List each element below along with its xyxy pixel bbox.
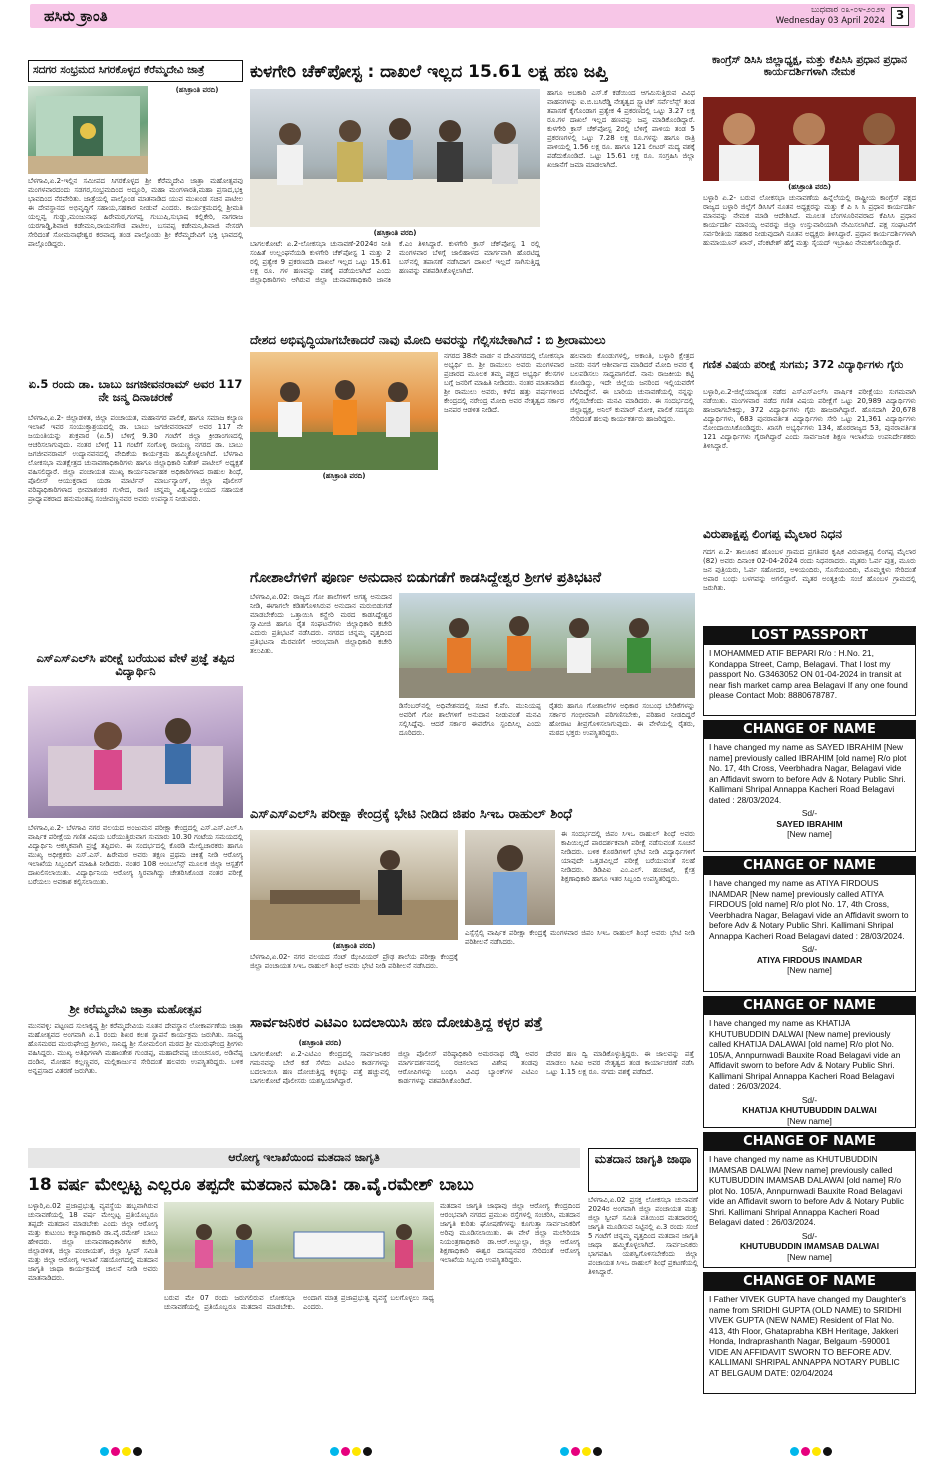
congress-headline: ಕಾಂಗ್ರೆಸ್ ಡಿಸಿಸಿ ಜಿಲ್ಲಾಧ್ಯಕ್ಷ, ಮತ್ತು ಕೆಪಿಸಿಸಿ ಪ್ರಧಾನ ಪ್ರಧಾನ ಕಾರ್ಯದರ್ಶಿಗಳಾಗಿ ನೇಮಕ	[712, 54, 907, 78]
classified-body: I have changed my name as SAYED IBRAHIM [New name] previously called IBRAHIM [old name] R/o plot No. 17, 4th Cross, Veerbhadra Nagar, Belagavi vide an Affidavit sworn to before Adv & Notary Public Shri. Kallimani Shripal Annappa Kacheri Road Belagavi dated : 28/03/2024.	[709, 742, 907, 805]
maths-headline: ಗಣಿತ ವಿಷಯ ಪರೀಕ್ಷೆ ಸುಗಮ; 372 ವಿದ್ಯಾರ್ಥಿಗಳು ಗೈರು	[703, 359, 904, 371]
registration-marks-4	[790, 1441, 834, 1460]
reg-dot	[571, 1447, 580, 1456]
rahul-headline: ಎಸ್‌ಎಸ್‌ಎಲ್‌ಸಿ ಪರೀಕ್ಷಾ ಕೇಂದ್ರಕ್ಕೆ ಭೇಟಿ ನೀಡಿದ ಜಿಪಂ ಸಿಇಒ ರಾಹುಲ್ ಶಿಂಧೆ	[250, 807, 573, 822]
sadarga-headline-box	[28, 60, 243, 82]
kulgeri-article	[250, 55, 695, 327]
rahul-caption: (ಹಸಿಕ್ರಾಂತಿ ವರದಿ)	[332, 942, 376, 950]
reg-dot	[823, 1447, 832, 1456]
classified-ad	[703, 626, 916, 716]
modi-body-a: ನಗರದ 38ನೇ ವಾರ್ಡ ನ ದೇವಿನಗರದಲ್ಲಿ ಲೋಕಸಭಾ ಅಭ್ಯರ್ಥಿ ಬಿ. ಶ್ರೀ ರಾಮುಲು ಅವರು ಮಂಗಳವಾರ ಪ್ರಚಾರದ ಮೂಲಕ ತಮ್ಮ ಪಕ್ಷದ ಅಭ್ಯರ್ಥಿ ಕೆಲಸಗಳ ಬಗ್ಗೆ ಜನರಿಗೆ ಮಾಹಿತಿ ನೀಡಿದರು. ನಂತರ ಮಾತನಾಡಿದ ಶ್ರೀ ರಾಮುಲು ಅವರು, ಕಳೆದ ಹತ್ತು ವರ್ಷಗಳಿಂದ ಕೇಂದ್ರದಲ್ಲಿ ನರೇಂದ್ರ ಮೋದಿ ಅವರ ನೇತೃತ್ವದ ಸರ್ಕಾರ ಜನಪರ ಆಡಳಿತ ನೀಡಿದೆ.	[444, 352, 564, 414]
student-photo	[28, 686, 243, 818]
page-number: 3	[891, 7, 909, 26]
sign-note: [New name]	[787, 1115, 832, 1126]
classified-sign	[704, 944, 915, 979]
classified-body: I Father VIVEK GUPTA have changed my Daughter's name from SRIDHI GUPTA (OLD NAME) to SRIDHI VIVEK GUPTA (NEW NAME) Resident of Flat No. 413, 4th Floor, Ghataprabha KBH Heritage, Jakkeri Honda, Indraprashanth Nagar, Belgaum -590001 VIDE AN AFFIDAVIT SWORN TO BEFORE ADV. KALLIMANI SHRIPAL ANNAPPA NOTARY PUBLIC AT BELGAUM DATE: 02/04/2024	[709, 1294, 906, 1378]
classified-ad	[703, 1132, 916, 1268]
classified-heading: CHANGE OF NAME	[704, 997, 915, 1015]
reg-dot	[582, 1447, 591, 1456]
rally-photo-graphic	[250, 352, 438, 470]
official-photo	[465, 830, 555, 925]
classified-heading: CHANGE OF NAME	[704, 857, 915, 875]
health-band: ಆರೋಗ್ಯ ಇಲಾಖೆಯಿಂದ ಮತದಾನ ಜಾಗೃತಿ	[28, 1148, 580, 1168]
reg-dot	[363, 1447, 372, 1456]
reg-dot	[133, 1447, 142, 1456]
kulgeri-body-right: ಹಾಗೂ ಅಬಕಾರಿ ಎಸ್.ಕೆ ಕಡೆಯಿಂದ ಆಗಮಿಸುತ್ತಿರುವ ವಿವಿಧ ವಾಹನಗಳನ್ನು ಐ.ಬಿ.ಬಸಿರೆಡ್ಡಿ ನೇತೃತ್ವದ ಸ್ಟ್ಯಾಟಿಕ್ ಸರ್ವೆಲೆನ್ಸ್ ತಂಡ ತಪಾಸಣೆ ಕೈಗೊಂಡಾಗ ಪ್ರತ್ಯೇಕ 4 ಪ್ರಕರಣದಲ್ಲಿ ಒಟ್ಟು 3.27 ಲಕ್ಷ ರೂ.ಗಳ ದಾಖಲೆ ಇಲ್ಲದ ಹಣವನ್ನು ಜಪ್ತ ಮಾಡಿಕೊಂಡಿದ್ದಾರೆ. ಕುಳಗೇರಿ ಕ್ರಾಸ್ ಚೆಕ್‌ಪೋಸ್ಟ 2ರಲ್ಲಿ ಬೆಳಿಗ್ಗೆ ಪಾಳಿಯ ತಂಡ 5 ಪ್ರಕರಣಗಳಲ್ಲಿ ಒಟ್ಟು 7.28 ಲಕ್ಷ ರೂ.ಗಳನ್ನು ಹಾಗೂ ರಾತ್ರಿ ಪಾಳಿಯಲ್ಲಿ 1.56 ಲಕ್ಷ ರೂ. ಹಾಗೂ 121 ಲೀಟರ್ ಮದ್ಯ ವಶಕ್ಕೆ ಪಡೆದುಕೊಂಡಿದೆ. ಒಟ್ಟು 15.61 ಲಕ್ಷ ರೂ. ಸಂಗ್ರಹಿಸಿ ಜಿಲ್ಲಾ ಖಜಾನೆಗೆ ಜಮಾ ಮಾಡಲಾಗಿದೆ.	[547, 89, 695, 169]
goshala-headline: ಗೋಶಾಲೆಗಳಿಗೆ ಪೂರ್ಣ ಅನುದಾನ ಬಿಡುಗಡೆಗೆ ಕಾಡಸಿದ್ದೇಶ್ವರ ಶ್ರೀಗಳ ಪ್ರತಿಭಟನೆ	[250, 570, 602, 586]
sign-name: SAYED IBRAHIM	[776, 818, 843, 829]
jatha-photo	[164, 1202, 434, 1290]
sign-note: [New name]	[787, 829, 832, 839]
health-body-b: ಬರುವ ಮೇ 07 ರಂದು ಜರುಗಲಿರುವ ಲೋಕಸಭಾ ಚುನಾವಣೆಯಲ್ಲಿ ಪ್ರತಿಯೊಬ್ಬರೂ ಮತದಾನ ಮಾಡಬೇಕು. ಅಂದಾಗ ಮಾತ್ರ ಪ್ರಜಾಪ್ರಭುತ್ವ ವ್ಯವಸ್ಥೆ ಬಲಗೊಳ್ಳಲು ಸಾಧ್ಯ ಎಂದರು.	[164, 1294, 434, 1311]
leaders-photo-graphic	[703, 97, 916, 181]
sign-label: Sd/-	[801, 944, 818, 954]
jagruti-headline: ಮತದಾನ ಜಾಗೃತಿ ಜಾಥಾ	[588, 1148, 698, 1192]
classified-sign	[704, 808, 915, 843]
sign-label: Sd/-	[801, 1094, 818, 1105]
classified-heading: CHANGE OF NAME	[704, 721, 915, 739]
classified-ad	[703, 856, 916, 992]
issue-date-kannada: ಬುಧವಾರ ೦೩-೦೪-೨೦೨೪	[811, 5, 885, 15]
reg-dot	[122, 1447, 131, 1456]
modi-filler	[250, 483, 438, 553]
reg-dot	[812, 1447, 821, 1456]
goshala-article	[250, 563, 695, 795]
classified-sign	[704, 1095, 915, 1129]
sign-name: KHUTUBUDDIN IMAMSAB DALWAI	[739, 1241, 880, 1251]
rahul-body-b: ಎಸ್ಸೆಸ್ಸೆಲ್ಸಿ ವಾರ್ಷಿಕ ಪರೀಕ್ಷಾ ಕೇಂದ್ರಕ್ಕೆ ಮಂಗಳವಾರ ಜಿಪಂ ಸಿಇಒ ರಾಹುಲ್ ಶಿಂಧೆ ಅವರು ಭೇಟಿ ನೀಡಿ ಪರಿಶೀಲನೆ ನಡೆಸಿದರು.	[465, 929, 695, 946]
atm-body-b: ಜಿಲ್ಲಾ ಪೊಲೀಸ್ ವರಿಷ್ಠಾಧಿಕಾರಿ ಅಮರನಾಥ ರೆಡ್ಡಿ ಅವರ ಮಾರ್ಗದರ್ಶನದಲ್ಲಿ ರಚಿಸಲಾದ ವಿಶೇಷ ತಂಡವು ಆರೋಪಿಗಳನ್ನು ಬಂಧಿಸಿ ವಿವಿಧ ಬ್ಯಾಂಕ್‌ಗಳ ಎಟಿಎಂ ಕಾರ್ಡಗಳನ್ನು ವಶಪಡಿಸಿಕೊಂಡಿದೆ.	[398, 1050, 538, 1085]
babu-headline: ಏ.5 ರಂದು ಡಾ. ಬಾಬು ಜಗಜೀವನರಾಮ್ ಅವರ 117 ನೇ ಜನ್ಮ ದಿನಾಚರಣೆ	[28, 377, 243, 404]
sslc-student-body: ಬೆಳಗಾವಿ,ಏ.2- ಬೆಳಗಾವಿ ನಗರ ವಲಯದ ಅಂಜುಮನ ಪರೀಕ್ಷಾ ಕೇಂದ್ರದಲ್ಲಿ ಎಸ್.ಎಸ್.ಎಲ್.ಸಿ ವಾರ್ಷಿಕ ಪರೀಕ್ಷೆಯ ಗಣಿತ ವಿಷಯ ಬರೆಯುತ್ತಿರುವಾಗ ಸುಮಾರು 10.30 ಗಂಟೆಯ ಸಮಯದಲ್ಲಿ ವಿದ್ಯಾರ್ಥಿನಿ ಆಕಸ್ಮಿಕವಾಗಿ ಪ್ರಜ್ಞೆ ತಪ್ಪಿದಳು. ಈ ಸಂದರ್ಭದಲ್ಲಿ ಕೊಠಡಿ ಮೇಲ್ವಿಚಾರಕರು ಹಾಗೂ ಮುಖ್ಯ ಅಧೀಕ್ಷಕರು ಎಸ್.ಎಸ್. ಹಿರೇಮಠ ಅವರು ತಕ್ಷಣ ಪ್ರಥಮ ಚಿಕಿತ್ಸೆ ನೀಡಿ ಆರೋಗ್ಯ ಇಲಾಖೆಯ ಸಿಬ್ಬಂದಿಗೆ ಮಾಹಿತಿ ನೀಡಿದರು. ನಂತರ 108 ಆಂಬುಲೆನ್ಸ್ ಮೂಲಕ ಜಿಲ್ಲಾ ಆಸ್ಪತ್ರೆಗೆ ದಾಖಲಿಸಲಾಯಿತು. ವಿದ್ಯಾರ್ಥಿನಿಯ ಆರೋಗ್ಯ ಸ್ಥಿರವಾಗಿದ್ದು ಚೇತರಿಸಿಕೊಂಡ ನಂತರ ಪರೀಕ್ಷೆ ಬರೆಯಲು ಅವಕಾಶ ಕಲ್ಪಿಸಲಾಯಿತು.	[28, 824, 243, 886]
obit-body: ಗದಗ ಏ.2- ತಾಲೂಕಿನ ಹೊಂಬಳ ಗ್ರಾಮದ ಪ್ರಗತಿಪರ ಕೃಷಿಕ ವಿರುಪಾಕ್ಷಪ್ಪ ಲಿಂಗಪ್ಪ ಮೈಲಾರ (82) ಅವರು ದಿನಾಂಕ 02-04-2024 ರಂದು ನಿಧನರಾದರು. ಮೃತರು ಓರ್ವ ಪುತ್ರ, ಮೂರು ಜನ ಪುತ್ರಿಯರು, ಓರ್ವ ಸಹೋದರ, ಅಳಿಯಂದಿರು, ಸೊಸೆಯಂದಿರು, ಮೊಮ್ಮಕ್ಕಳು ಸೇರಿದಂತೆ ಅಪಾರ ಬಂಧು ಬಳಗವನ್ನು ಅಗಲಿದ್ದಾರೆ. ಮೃತರ ಅಂತ್ಯಕ್ರಿಯೆ ಸಂಜೆ ಹೊಂಬಳ ಗ್ರಾಮದಲ್ಲಿ ಜರುಗಿತು.	[703, 548, 916, 592]
reg-dot	[111, 1447, 120, 1456]
reg-dot	[352, 1447, 361, 1456]
jatha-photo-graphic	[164, 1202, 434, 1290]
official-photo-graphic	[465, 830, 555, 925]
sign-name: KHATIJA KHUTUBUDDIN DALWAI	[742, 1105, 877, 1115]
congress-body: ಬಳ್ಳಾರಿ ಏ.2- ಬರುವ ಲೋಕಸಭಾ ಚುನಾವಣೆಯ ಹಿನ್ನೆಲೆಯಲ್ಲಿ ರಾಷ್ಟ್ರೀಯ ಕಾಂಗ್ರೆಸ್ ಪಕ್ಷದ ರಾಜ್ಯದ ಬಳ್ಳಾರಿ ಜಿಲ್ಲೆಗೆ ಡಿಸಿಸಿಗೆ ನೂತನ ಅಧ್ಯಕ್ಷರನ್ನು ಮತ್ತು ಕೆ ಪಿ ಸಿ ಸಿ ಪ್ರಧಾನ ಕಾರ್ಯದರ್ಶಿ ಮಾನವನ್ನು ನೇಮಕ ಮಾಡಿ ಆದೇಶಿಸಿದೆ. ಮೂಲತ ಬೆಂಗಳೂರಿನವರಾದ ಕೆಪಿಸಿಸಿ ಪ್ರಧಾನ ಕಾರ್ಯದರ್ಶಿ ಮಾನಯ್ಯ ಅವರನ್ನು ಜಿಲ್ಲಾ ಉಸ್ತುವಾರಿಯಾಗಿ ನೇಮಿಸಲಾಗಿದೆ. ಪಕ್ಷ ಸಂಘಟನೆಗೆ ಸರ್ವರೀತಿಯ ಸಹಕಾರ ನೀಡುವುದಾಗಿ ನೂತನ ಅಧ್ಯಕ್ಷರು ತಿಳಿಸಿದ್ದಾರೆ. ಪ್ರಧಾನ ಕಾರ್ಯದರ್ಶಿಗಳಾಗಿ ಹುಮಾಯೂನ್ ಖಾನ್, ವೆಂಕಟೇಶ್ ಹೆಗ್ಡೆ ಮತ್ತು ಸೈಯದ್ ಇಬ್ರಾಹಿಂ ನೇಮಕಗೊಂಡಿದ್ದಾರೆ.	[703, 194, 916, 247]
rahul-body-c: ಈ ಸಂದರ್ಭದಲ್ಲಿ ಜಿಪಂ ಸಿಇಒ ರಾಹುಲ್ ಶಿಂಧೆ ಅವರು ಕಾಪಿಯಿಲ್ಲದೆ ಪಾರದರ್ಶಕವಾಗಿ ಪರೀಕ್ಷೆ ನಡೆಸುವಂತೆ ಸೂಚನೆ ನೀಡಿದರು. ಬಳಿಕ ಕೊಠಡಿಗಳಿಗೆ ಭೇಟಿ ನೀಡಿ ವಿದ್ಯಾರ್ಥಿಗಳಿಗೆ ಯಾವುದೇ ಒತ್ತಡವಿಲ್ಲದೆ ಪರೀಕ್ಷೆ ಬರೆಯುವಂತೆ ಸಲಹೆ ನೀಡಿದರು. ಡಿಡಿಪಿಐ ಎಂ.ಎಲ್. ಹಂಚಾಟೆ, ಕ್ಷೇತ್ರ ಶಿಕ್ಷಣಾಧಿಕಾರಿ ಹಾಗೂ ಇತರ ಸಿಬ್ಬಂದಿ ಉಪಸ್ಥಿತರಿದ್ದರು.	[561, 830, 695, 883]
sadarga-headline: ಸದಗರ ಸಂಭ್ರಮದ ಸಿಗರಕೊಳ್ಳದ ಕೆರೆಮ್ಮದೇವಿ ಜಾತ್ರೆ	[33, 64, 205, 76]
modi-byline: (ಹಸಿಕ್ರಾಂತಿ ವರದಿ)	[322, 472, 366, 480]
congress-byline: (ಹಸಿಕ್ರಾಂತಿ ವರದಿ)	[788, 183, 831, 191]
atm-body-a: ಬಾಗಲಕೋಟೆ: ಏ.2-ಎಟಿಎಂ ಕೇಂದ್ರದಲ್ಲಿ ಸಾರ್ವಜನಿಕರ ಗಮನವನ್ನು ಬೇರೆ ಕಡೆ ಸೆಳೆದು ಎಟಿಎಂ ಕಾರ್ಡಗಳನ್ನು ಬದಲಾಯಿಸಿ ಹಣ ದೋಚುತ್ತಿದ್ದ ಕಳ್ಳರನ್ನು ಪತ್ತೆ ಹಚ್ಚುವಲ್ಲಿ ಬಾಗಲಕೋಟೆ ಪೊಲೀಸರು ಯಶಸ್ವಿಯಾಗಿದ್ದಾರೆ.	[250, 1050, 390, 1085]
protest-photo	[399, 593, 695, 698]
babu-body: ಬೆಳಗಾವಿ,ಏ.2- ಜಿಲ್ಲಾಡಳಿತ, ಜಿಲ್ಲಾ ಪಂಚಾಯತ, ಮಹಾನಗರ ಪಾಲಿಕೆ, ಹಾಗೂ ಸಮಾಜ ಕಲ್ಯಾಣ ಇಲಾಖೆ ಇವರ ಸಂಯುಕ್ತಾಶ್ರಯದಲ್ಲಿ ಡಾ. ಬಾಬು ಜಗಜೀವನರಾಮ್ ಅವರ 117 ನೇ ಜಯಂತಿಯನ್ನು ಶುಕ್ರವಾರ (ಏ.5) ಬೆಳಿಗ್ಗೆ 9.30 ಗಂಟೆಗೆ ಜಿಲ್ಲಾ ಕ್ರೀಡಾಂಗಣದಲ್ಲಿ ಆಚರಿಸಲಾಗುವುದು. ನಂತರ ಬೆಳಿಗ್ಗೆ 11 ಗಂಟೆಗೆ ಸಂಗೊಳ್ಳಿ ರಾಯಣ್ಣ ನಗರದ ಡಾ. ಬಾಬು ಜಗಜೀವನರಾಮ್ ಉದ್ಯಾನವನದಲ್ಲಿ ವೇದಿಕೆಯ ಕಾರ್ಯಕ್ರಮ ಹಮ್ಮಿಕೊಳ್ಳಲಾಗಿದೆ. ಬೆಳಗಾವಿ ಲೋಕಸಭಾ ಮತಕ್ಷೇತ್ರದ ಚುನಾವಣಾಧಿಕಾರಿಗಳು ಹಾಗೂ ಜಿಲ್ಲಾಧಿಕಾರಿ ನಿತೇಶ್ ಪಾಟೀಲ್ ಅಧ್ಯಕ್ಷತೆ ವಹಿಸಲಿದ್ದಾರೆ. ಜಿಲ್ಲಾ ಪಂಚಾಯತ ಮುಖ್ಯ ಕಾರ್ಯನಿರ್ವಾಹಕ ಅಧಿಕಾರಿಗಳಾದ ರಾಹುಲ ಶಿಂಧೆ, ಪೊಲೀಸ್ ಆಯುಕ್ತರಾದ ಯಡಾ ಮಾರ್ಟಿನ್ ಮಾರ್ಬನ್ಯಾಂಗ್, ಜಿಲ್ಲಾ ಪೊಲೀಸ್ ವರಿಷ್ಠಾಧಿಕಾರಿಗಳಾದ ಭೀಮಾಶಂಕರ ಗುಳೇದ, ರಾಣಿ ಚನ್ನಮ್ಮ ವಿಶ್ವವಿದ್ಯಾಲಯದ ಸಹಾಯಕ ಪ್ರಾಧ್ಯಾಪಕರಾದ ಹನುಮಂತಪ್ಪ ಸಂಜೀವಣ್ಣನವರ ಅವರು ಉಪನ್ಯಾಸ ನೀಡುವರು.	[28, 414, 243, 503]
jagruti-article	[588, 1148, 698, 1438]
protest-photo-graphic	[399, 593, 695, 698]
issue-date	[776, 5, 885, 27]
sadarga-intro	[148, 86, 243, 174]
checkpost-photo-graphic	[250, 89, 540, 227]
reg-dot	[593, 1447, 602, 1456]
reg-dot	[100, 1447, 109, 1456]
rahul-article	[250, 800, 695, 1005]
registration-marks-3	[560, 1441, 604, 1460]
atm-byline: (ಹಸಿಕ್ರಾಂತಿ ವರದಿ)	[298, 1039, 342, 1047]
modi-article	[250, 328, 695, 560]
obit-headline: ವಿರುಪಾಕ್ಷಪ್ಪ ಲಿಂಗಪ್ಪ ಮೈಲಾರ ನಿಧನ	[703, 527, 842, 541]
atm-body-c: ದೇವರ ಹಣ ದ್ವಿ ಮಾಡಿಕೊಳ್ಳುತ್ತಿದ್ದರು. ಈ ಜಾಲವನ್ನು ಪತ್ತೆ ಮಾಡಲು ಸಿಪಿಐ ಅವರ ನೇತೃತ್ವದ ತಂಡ ಕಾರ್ಯಾಚರಣೆ ನಡೆಸಿ ಒಟ್ಟು 1.15 ಲಕ್ಷ ರೂ. ನಗದು ವಶಕ್ಕೆ ಪಡೆದಿದೆ.	[546, 1050, 694, 1076]
reg-dot	[560, 1447, 569, 1456]
maths-body: ಬಳ್ಳಾರಿ,ಏ.2-ಜಿಲ್ಲೆಯಾದ್ಯಂತ ನಡೆದ ಎಸ್‌ಎಸ್‌ಎಲ್‌ಸಿ ವಾರ್ಷಿಕ ಪರೀಕ್ಷೆಯು ಸುಗಮವಾಗಿ ನಡೆಯಿತು. ಮಂಗಳವಾರ ನಡೆದ ಗಣಿತ ವಿಷಯ ಪರೀಕ್ಷೆಗೆ ಒಟ್ಟು 20,989 ವಿದ್ಯಾರ್ಥಿಗಳು ಹಾಜರಾಗಬೇಕಿದ್ದು, 372 ವಿದ್ಯಾರ್ಥಿಗಳು ಗೈರು ಹಾಜರಾಗಿದ್ದಾರೆ. ಹೊಸದಾಗಿ 20,678 ವಿದ್ಯಾರ್ಥಿಗಳು, 683 ಪುನರಾವರ್ತಿತ ವಿದ್ಯಾರ್ಥಿಗಳು ಸೇರಿ ಒಟ್ಟು 21,361 ವಿದ್ಯಾರ್ಥಿಗಳು ನೋಂದಾಯಿಸಿಕೊಂಡಿದ್ದರು. ಖಾಸಗಿ ಅಭ್ಯರ್ಥಿಗಳು 134, ಹೊರರಾಜ್ಯದ 53, ಪುನರಾವರ್ತಿತ 121 ವಿದ್ಯಾರ್ಥಿಗಳು ಗೈರಾಗಿದ್ದಾರೆ ಎಂದು ಸಾರ್ವಜನಿಕ ಶಿಕ್ಷಣ ಇಲಾಖೆಯ ಉಪನಿರ್ದೇಶಕರು ತಿಳಿಸಿದ್ದಾರೆ.	[703, 388, 916, 450]
classified-body: I have changed my name as KHATIJA KHUTUBUDDIN DALWAI [New name] previously called KHATIJA DALAWAI [old name] R/o plot No. 105/A, Annpurnwadi Bauxite Road Belagavi vide an Affidavit sworn to before Adv & Notary Public Shri. Kallimani Shripal Annappa Kacheri Road Belagavi dated : 26/03/2024.	[709, 1018, 901, 1091]
classified-heading: LOST PASSPORT	[704, 627, 915, 645]
left-column	[28, 60, 243, 1153]
leaders-photo	[703, 97, 916, 181]
classified-ad	[703, 996, 916, 1128]
sadarga-byline: (ಹಸಿಕ್ರಾಂತಿ ವರದಿ)	[175, 86, 219, 94]
modi-headline: ದೇಶದ ಅಭಿವೃದ್ಧಿಯಾಗಬೇಕಾದರೆ ನಾವು ಮೋದಿ ಅವರನ್ನು ಗೆಲ್ಲಿಸಬೇಕಾಗಿದೆ : ಬಿ ಶ್ರೀರಾಮುಲು	[250, 333, 606, 347]
masthead	[30, 4, 915, 28]
kulgeri-body-left: ಬಾಗಲಕೋಟೆ: ಏ.2-ಲೋಕಸಭಾ ಚುನಾವಣೆ-2024ರ ನೀತಿ ಸಂಹಿತೆ ಉಲ್ಲಂಘನೆಯಡಿ ಕುಳಗೇರಿ ಚೆಕ್‌ಪೋಸ್ಟ 1 ಮತ್ತು 2 ರಲ್ಲಿ ಪ್ರತ್ಯೇಕ 9 ಪ್ರಕರಣದಡಿ ದಾಖಲೆ ಇಲ್ಲದ ಒಟ್ಟು 15.61 ಲಕ್ಷ ರೂ. ಗಳ ಹಣವನ್ನು ವಶಕ್ಕೆ ಪಡೆಯಲಾಗಿದೆ ಎಂದು ಜಿಲ್ಲಾಧಿಕಾರಿಗಳು ಆಗಿರುವ ಜಿಲ್ಲಾ ಚುನಾವಣಾಧಿಕಾರಿ ಜಾನಕಿ ಕೆ.ಎಂ ತಿಳಿಸಿದ್ದಾರೆ. ಕುಳಗೇರಿ ಕ್ರಾಸ್ ಚೆಕ್‌ಪೋಸ್ಟ 1 ರಲ್ಲಿ ಮಂಗಳವಾರ ಬೆಳಿಗ್ಗೆ ಜಾಲಿಹಾಳದ ಮಾರ್ಗವಾಗಿ ಹೊರಟಿದ್ದ ಬಸ್‌ನಲ್ಲಿ ತಪಾಸಣೆ ನಡೆಸಿದಾಗ ದಾಖಲೆ ಇಲ್ಲದೆ ಸಾಗಿಸುತ್ತಿದ್ದ ಹಣವನ್ನು ವಶಪಡಿಸಿಕೊಳ್ಳಲಾಗಿದೆ.	[250, 240, 540, 284]
sign-note: [New name]	[787, 1251, 832, 1262]
karemma-body: ಮುನವಳ್ಳಿ: ಪಟ್ಟಣದ ಸುಲಾಕೃಷ್ಣ ಶ್ರೀ ಕರೆಮ್ಮದೇವಿಯ ನೂತನ ದೇವಸ್ಥಾನ ಲೋಕಾರ್ಪಣೆಯ ಜಾತ್ರಾ ಮಹೋತ್ಸವದ ಅಂಗವಾಗಿ ಏ.1 ರಂದು ಶಿಖರ ಕಲಶ ಸ್ಥಾಪನೆ ಕಾರ್ಯಕ್ರಮ ಜರುಗಿತು. ಸಾನಿಧ್ಯ ಹೊಸಮಠದ ಮುರುಘೇಂದ್ರ ಶ್ರೀಗಳು, ಸಾನಿಧ್ಯ ಶ್ರೀ ಸೋಮಲಿಂಗ ಮಠದ ಶ್ರೀ ಮುರುಘೇಂದ್ರ ಶ್ರೀಗಳು ವಹಿಸಿದ್ದರು. ಮುಖ್ಯ ಅತಿಥಿಗಳಾಗಿ ಮಹಾಂತೇಶ ಗುಂಡಪ್ಪ, ಮಹಾದೇವಪ್ಪ ಚುಂಚನೂರ, ಅಡಿವೆಪ್ಪ ದಂಡಿನ, ಮೋಹನ ಕಲ್ಲಣ್ಣವರ, ಮಲ್ಲಿಕಾರ್ಜುನ ಸೇರಿದಂತೆ ಹಲವರು ಉಪಸ್ಥಿತರಿದ್ದರು. ಬಳಿಕ ಅನ್ನಪ್ರಸಾದ ವಿತರಣೆ ಜರುಗಿತು.	[28, 1022, 243, 1075]
goshala-body-c: ರೈತರು ಹಾಗೂ ಗೋಶಾಲೆಗಳ ಅಧಿಕಾರ ಸಂಬಂಧ ಬೇಡಿಕೆಗಳನ್ನು ಸರ್ಕಾರ ಗಂಭೀರವಾಗಿ ಪರಿಗಣಿಸಬೇಕು, ಪರಿಹಾರ ನೀಡದಿದ್ದರೆ ಹೋರಾಟ ತೀವ್ರಗೊಳಿಸಲಾಗುವುದು. ಈ ವೇಳೆಯಲ್ಲಿ ರೈತರು, ಮಠದ ಭಕ್ತರು ಉಪಸ್ಥಿತರಿದ್ದರು.	[549, 702, 695, 737]
classified-sign	[704, 1231, 915, 1266]
reg-dot	[801, 1447, 810, 1456]
classified-ad	[703, 1272, 916, 1394]
rahul-body-a: ಬೆಳಗಾವಿ,ಏ.02- ನಗರ ವಲಯದ ಸೆಂಟ್ ಝೇವಿಯರ್ ಪ್ರೌಢ ಶಾಲೆಯ ಪರೀಕ್ಷಾ ಕೇಂದ್ರಕ್ಕೆ ಜಿಲ್ಲಾ ಪಂಚಾಯತ ಸಿಇಒ ರಾಹುಲ್ ಶಿಂಧೆ ಅವರು ಭೇಟಿ ನೀಡಿ ಪರಿಶೀಲನೆ ನಡೆಸಿದರು.	[250, 953, 458, 970]
classified-heading: CHANGE OF NAME	[704, 1133, 915, 1151]
student-photo-graphic	[28, 686, 243, 818]
temple-photo-graphic	[28, 86, 148, 174]
goshala-body-b: ಡಿಸೆಂಬರ್‌ನಲ್ಲಿ ಅಧಿವೇಶನದಲ್ಲಿ ಸಚಿವ ಕೆ.ವೆಂ. ಮುನಿಯಪ್ಪ ಅವರಿಗೆ ಗೋ ಶಾಲೆಗಳಿಗೆ ಅನುದಾನ ನೀಡುವಂತೆ ಮನವಿ ಸಲ್ಲಿಸಿದ್ದೆವು. ಆದರೆ ಸರ್ಕಾರ ಈವರೆಗೂ ಸ್ಪಂದಿಸಿಲ್ಲ ಎಂದು ದೂರಿದರು.	[399, 702, 541, 737]
sadarga-body: ಬೆಳಗಾವಿ,ಏ.2-ಇಲ್ಲಿನ ಸಮೀಪದ ಸಿಗರಕೊಳ್ಳದ ಶ್ರೀ ಕೆರೆಮ್ಮದೇವಿ ಜಾತ್ರಾ ಮಹೋತ್ಸವವು ಮಂಗಳವಾರದಂದು ಸಡಗರ,ಸಂಭ್ರಮದಿಂದ ಅದ್ದೂರಿ, ಮಹಾ ಮಂಗಳಾರತಿ,ಮಹಾ ಪ್ರಸಾದ,ಭಕ್ತಿ ಭಾವದಿಂದ ನೆರವೇರಿತು. ಜಾತ್ರೆಯಲ್ಲಿ ಪಾಲ್ಗೊಂಡ ಮಾತನಾಡಿದ ಯುವ ಮುಖಂಡ ಸಚಿನ ಪಾಟೀಲ ಈ ದೇವಸ್ಥಾನದ ಅಭಿವೃದ್ಧಿಗೆ ಸಹಾಯ,ಸಹಕಾರ ನೀಡುವೆ ಎಂದರು. ಕಾರ್ಯಕ್ರಮದಲ್ಲಿ ಶ್ರೀಮತಿ ಯಲ್ಲವ್ವ ಗುಡ್ಡು,ಮಂಜುನಾಥ ಹಿರೇಮಠ,ಗಂಗವ್ವ ಗುಬುಷಿ,ಸುಭಾಷ ಕಲ್ಲಿಕೇರಿ, ನಾಗರಾಜ ಯರಗಾಡ್ಡಿ,ಶಿವಾಜಿ ಕಡೇಮನಿ,ರಾಯನಗೌಡ ಪಾಟೀಲ, ಬಸವಪ್ಪ ಕಡೇಮನಿ,ಶಿವಾಜಿ ನೇಸರಗಿ ಸೇರಿದಂತೆ ಸೋಮನಾಥೇಶ್ವರ ಕರವಾದ್ಯ ತಂಡ ಪಾಲ್ಗೊಂಡು ಶ್ರೀ ಕೆರೆಮ್ಮದೇವಿಗೆ ಭಕ್ತಿ ಭಾವದಲ್ಲಿ ಪಾಲ್ಗೊಂಡಿದ್ದರು.	[28, 177, 243, 248]
issue-date-english: Wednesday 03 April 2024	[775, 16, 885, 26]
exam-centre-photo	[250, 830, 458, 940]
temple-photo	[28, 86, 148, 174]
classified-body: I have changed my name as ATIYA FIRDOUS INAMDAR [New name] previously called ATIYA FIRDOUS [old name] R/o plot No. 17, 4th Cross, Veerbhadra Nagar, Belagavi vide an Affidavit sworn to before Adv & Notary Public Shri. Kallimani Shripal Annappa Kacheri Road Belagavi dated : 28/03/2024.	[709, 878, 909, 941]
atm-headline: ಸಾರ್ವಜನಿಕರ ಎಟಿಎಂ ಬದಲಾಯಿಸಿ ಹಣ ದೋಚುತ್ತಿದ್ದ ಕಳ್ಳರ ಪತ್ತೆ	[250, 1015, 543, 1031]
sign-name: ATIYA FIRDOUS INAMDAR	[756, 954, 863, 965]
classified-body: I have changed my name as KHUTUBUDDIN IMAMSAB DALWAI [New name] previously called KUTUBUDDIN IMAMSAB DALAWAI [old name] R/o plot No. 105/A, Annpurnwadi Bauxite Road Belagavi vide an Affidavit sworn to before Adv & Notary Public Shri. Kallimani Shripal Annappa Kacheri Road Belagavi dated : 26/03/2024.	[709, 1154, 904, 1227]
exam-centre-photo-graphic	[250, 830, 458, 940]
reg-dot	[790, 1447, 799, 1456]
checkpost-photo	[250, 89, 540, 227]
registration-marks-1	[100, 1441, 144, 1460]
kulgeri-headline: ಕುಳಗೇರಿ ಚೆಕ್‌ಪೋಸ್ಟ : ದಾಖಲೆ ಇಲ್ಲದ 15.61 ಲಕ್ಷ ಹಣ ಜಪ್ತಿ	[250, 62, 608, 82]
reg-dot	[341, 1447, 350, 1456]
kulgeri-byline: (ಹಸಿಕ್ರಾಂತಿ ವರದಿ)	[373, 229, 417, 237]
jagruti-body: ಬೆಳಗಾವಿ,ಏ.02 ಪ್ರಸಕ್ತ ಲೋಕಸಭಾ ಚುನಾವಣೆ 2024ರ ಅಂಗವಾಗಿ ಜಿಲ್ಲಾ ಪಂಚಾಯತ ಮತ್ತು ಜಿಲ್ಲಾ ಸ್ವೀಪ್ ಸಮಿತಿ ವತಿಯಿಂದ ಮತದಾರರಲ್ಲಿ ಜಾಗೃತಿ ಮೂಡಿಸುವ ನಿಟ್ಟಿನಲ್ಲಿ ಏ.3 ರಂದು ಸಂಜೆ 5 ಗಂಟೆಗೆ ಚನ್ನಮ್ಮ ವೃತ್ತದಿಂದ ಮತದಾನ ಜಾಗೃತಿ ಜಾಥಾ ಹಮ್ಮಿಕೊಳ್ಳಲಾಗಿದೆ. ಸಾರ್ವಜನಿಕರು ಭಾಗವಹಿಸಿ ಯಶಸ್ವಿಗೊಳಿಸಬೇಕೆಂದು ಜಿಲ್ಲಾ ಪಂಚಾಯತ ಸಿಇಒ ರಾಹುಲ್ ಶಿಂಧೆ ಪ್ರಕಟಣೆಯಲ್ಲಿ ತಿಳಿಸಿದ್ದಾರೆ.	[588, 1196, 698, 1276]
health-headline: 18 ವರ್ಷ ಮೇಲ್ಪಟ್ಟ ಎಲ್ಲರೂ ತಪ್ಪದೇ ಮತದಾನ ಮಾಡಿ: ಡಾ.ವೈ.ರಮೇಶ್ ಬಾಬು	[28, 1175, 474, 1195]
atm-article	[250, 1007, 695, 1147]
classified-body: I MOHAMMED ATIF BEPARI R/o : H.No. 21, Kondappa Street, Camp, Belagavi. That I lost my passport No. G3463052 ON 01-04-2024 in transit at near fish market camp area Belagavi If any one found please Contact Mob: 8880678787.	[709, 648, 908, 700]
health-body-a: ಬಳ್ಳಾರಿ,ಏ.02 ಪ್ರಜಾಪ್ರಭುತ್ವ ವ್ಯವಸ್ಥೆಯ ಹಬ್ಬವಾಗಿರುವ ಚುನಾವಣೆಯಲ್ಲಿ 18 ವರ್ಷ ಮೇಲ್ಪಟ್ಟ ಪ್ರತಿಯೊಬ್ಬರೂ ತಪ್ಪದೇ ಮತದಾನ ಮಾಡಬೇಕು ಎಂದು ಜಿಲ್ಲಾ ಆರೋಗ್ಯ ಮತ್ತು ಕುಟುಂಬ ಕಲ್ಯಾಣಾಧಿಕಾರಿ ಡಾ.ವೈ.ರಮೇಶ್ ಬಾಬು ಹೇಳಿದರು. ಜಿಲ್ಲಾ ಚುನಾವಣಾಧಿಕಾರಿಗಳ ಕಚೇರಿ, ಜಿಲ್ಲಾಡಳಿತ, ಜಿಲ್ಲಾ ಪಂಚಾಯತ್, ಜಿಲ್ಲಾ ಸ್ವೀಪ್ ಸಮಿತಿ ಮತ್ತು ಜಿಲ್ಲಾ ಆರೋಗ್ಯ ಇಲಾಖೆ ಸಹಯೋಗದಲ್ಲಿ ಮತದಾನ ಜಾಗೃತಿ ಜಾಥಾ ಕಾರ್ಯಕ್ರಮಕ್ಕೆ ಚಾಲನೆ ನೀಡಿ ಅವರು ಮಾತನಾಡಿದರು.	[28, 1202, 158, 1282]
newspaper-title: ಹಸಿರು ಕ್ರಾಂತಿ	[44, 7, 108, 25]
right-column	[703, 55, 916, 1445]
classified-ad	[703, 720, 916, 852]
reg-dot	[330, 1447, 339, 1456]
sign-label: Sd/-	[801, 808, 818, 818]
sign-label: Sd/-	[801, 1230, 818, 1241]
rally-photo	[250, 352, 438, 470]
classifieds	[703, 626, 916, 1394]
registration-marks-2	[330, 1441, 374, 1460]
classified-heading: CHANGE OF NAME	[704, 1273, 915, 1291]
modi-body-b: ಹಲವಾರು ಕೊಂಡುಗಳಲ್ಲಿ, ಅಕಾಂತಿ, ಬಳ್ಳಾರಿ ಕ್ಷೇತ್ರದ ಜನರು ನನಗೆ ಆಶೀರ್ವಾದ ಮಾಡಿದರೆ ಮೋದಿ ಅವರ ಕೈ ಬಲಪಡಿಸಲು ಸಾಧ್ಯವಾಗಲಿದೆ. ನಾನು ರಾಜಕೀಯ ಕಟ್ಟಿ ಕೊಂಡಿದ್ದು, ಇದೇ ಜಿಲ್ಲೆಯ ಜನರಿಂದ ಇಲ್ಲಿಯವರೆಗೆ ಬೆಳೆದಿದ್ದೇನೆ. ಈ ಬಾರಿಯ ಚುನಾವಣೆಯಲ್ಲಿ ನನ್ನನ್ನು ಗೆಲ್ಲಿಸಬೇಕೆಂದು ಮನವಿ ಮಾಡಿದರು. ಈ ಸಂದರ್ಭದಲ್ಲಿ ಜಿಲ್ಲಾಧ್ಯಕ್ಷ, ಅನಿಲ್ ಕುಮಾರ್ ಮೋಕ, ಪಾಲಿಕೆ ಸದಸ್ಯರು ಸೇರಿದಂತೆ ಹಲವು ಕಾರ್ಯಕರ್ತರು ಹಾಜರಿದ್ದರು.	[570, 352, 694, 423]
goshala-body-a: ಬೆಳಗಾವಿ,ಏ.02: ರಾಜ್ಯದ ಗೋ ಶಾಲೆಗಳಿಗೆ ಅಗತ್ಯ ಅನುದಾನ ನೀಡಿ, ಈಗಾಗಲೇ ಕಡಿತಗೊಳಿಸಿರುವ ಅನುದಾನ ಮರುಬಿಡುಗಡೆ ಮಾಡಬೇಕೆಂದು ಒತ್ತಾಯಿಸಿ ಕನ್ಹೇರಿ ಮಠದ ಕಾಡಸಿದ್ದೇಶ್ವರ ಸ್ವಾಮೀಜಿ ಹಾಗೂ ರೈತ ಸಂಘಟನೆಗಳು ಜಿಲ್ಲಾಧಿಕಾರಿ ಕಚೇರಿ ಎದುರು ಪ್ರತಿಭಟನೆ ನಡೆಸಿದರು. ನಗರದ ಚನ್ನಮ್ಮ ವೃತ್ತದಿಂದ ಪ್ರತಿಭಟನಾ ಮೆರವಣಿಗೆ ಆರಂಭವಾಗಿ ಜಿಲ್ಲಾಧಿಕಾರಿ ಕಚೇರಿ ತಲುಪಿತು.	[250, 593, 392, 655]
sign-note: [New name]	[787, 965, 832, 975]
health-article	[28, 1148, 580, 1438]
health-body-c: ಮತದಾನ ಜಾಗೃತಿ ಜಾಥಾವು ಜಿಲ್ಲಾ ಆರೋಗ್ಯ ಕೇಂದ್ರದಿಂದ ಆರಂಭವಾಗಿ ನಗರದ ಪ್ರಮುಖ ರಸ್ತೆಗಳಲ್ಲಿ ಸಂಚರಿಸಿ, ಮತದಾನ ಜಾಗೃತಿ ಕುರಿತು ಘೋಷಣೆಗಳನ್ನು ಕೂಗುತ್ತಾ ಸಾರ್ವಜನಿಕರಿಗೆ ಅರಿವು ಮೂಡಿಸಲಾಯಿತು. ಈ ವೇಳೆ ಜಿಲ್ಲಾ ಮಲೇರಿಯಾ ನಿಯಂತ್ರಣಾಧಿಕಾರಿ ಡಾ.ಆರ್.ಅಬ್ದುಲ್ಲಾ, ಜಿಲ್ಲಾ ಆರೋಗ್ಯ ಶಿಕ್ಷಣಾಧಿಕಾರಿ ಈಶ್ವರ ದಾಸಪ್ಪನವರ ಸೇರಿದಂತೆ ಆರೋಗ್ಯ ಇಲಾಖೆಯ ಸಿಬ್ಬಂದಿ ಉಪಸ್ಥಿತರಿದ್ದರು.	[440, 1202, 580, 1264]
karemma-headline: ಶ್ರೀ ಕರೆಮ್ಮದೇವಿ ಜಾತ್ರಾ ಮಹೋತ್ಸವ	[69, 1002, 202, 1016]
sslc-student-headline: ಎಸ್‌ಎಸ್‌ಎಲ್‌ಸಿ ಪರೀಕ್ಷೆ ಬರೆಯುವ ವೇಳೆ ಪ್ರಜ್ಞೆ ತಪ್ಪಿದ ವಿದ್ಯಾರ್ಥಿನಿ	[36, 651, 235, 678]
